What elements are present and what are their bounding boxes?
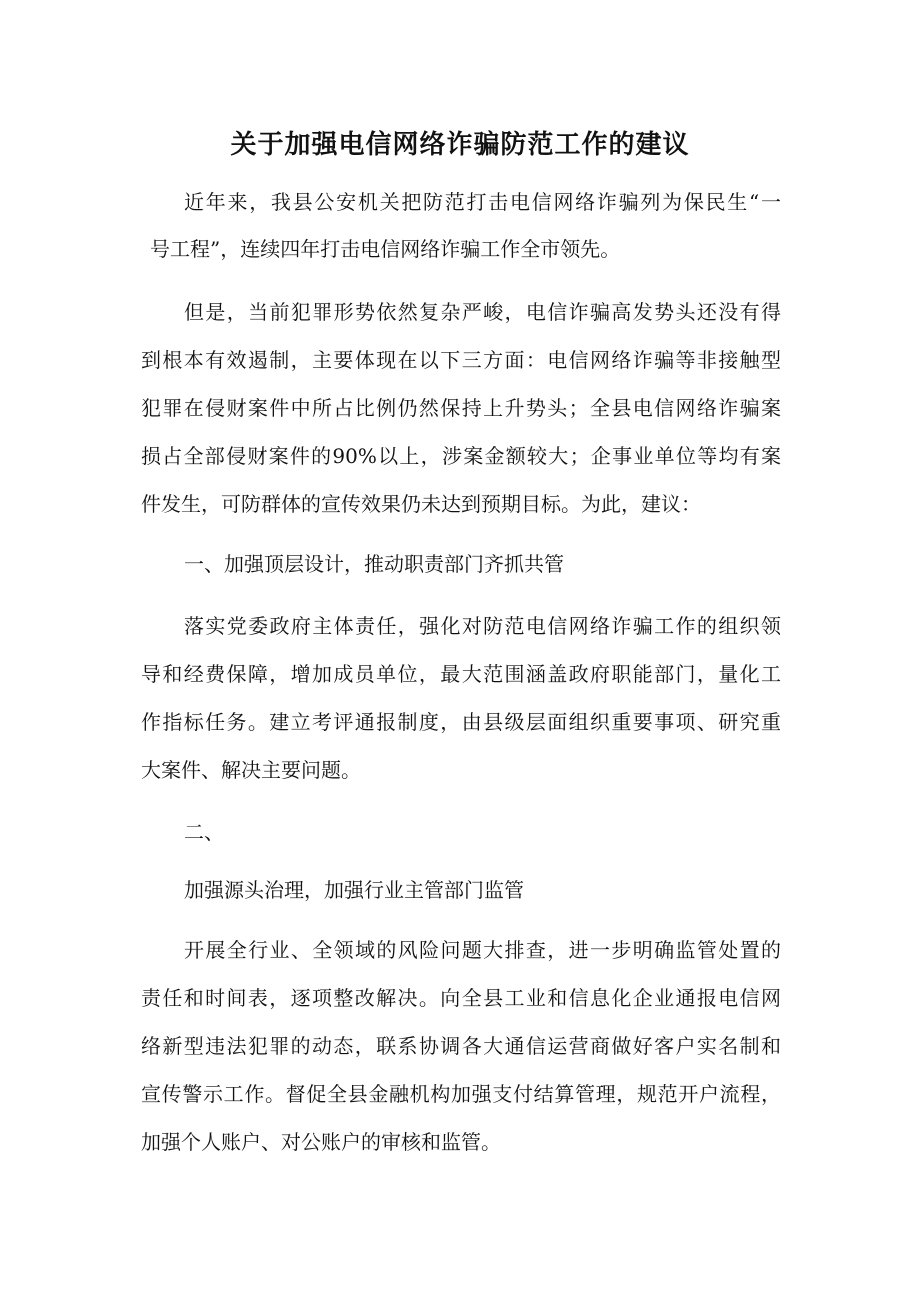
paragraph-intro-line-1: 近年来，我县公安机关把防范打击电信网络诈骗列为保民生“一 [184,190,781,214]
paragraph-section1-line-3: 作指标任务。建立考评通报制度，由县级层面组织重要事项、研究重 [141,710,781,734]
paragraph-intro-line-2: 号工程”，连续四年打击电信网络诈骗工作全市领先。 [150,237,621,261]
paragraph-section2-line-3: 络新型违法犯罪的动态，联系协调各大通信运营商做好客户实名制和 [141,1034,781,1058]
paragraph-situation-line-5: 件发生，可防群体的宣传效果仍未达到预期目标。为此，建议： [141,492,701,516]
paragraph-section2-line-5: 加强个人账户、对公账户的审核和监管。 [141,1130,501,1154]
section-heading-2: 加强源头治理，加强行业主管部门监管 [184,878,524,902]
paragraph-section2-line-4: 宣传警示工作。督促全县金融机构加强支付结算管理，规范开户流程， [141,1082,781,1106]
document-title: 关于加强电信网络诈骗防范工作的建议 [230,130,690,160]
paragraph-section2-line-2: 责任和时间表，逐项整改解决。向全县工业和信息化企业通报电信网 [141,986,781,1010]
paragraph-section1-line-2: 导和经费保障，增加成员单位，最大范围涵盖政府职能部门，量化工 [141,662,781,686]
paragraph-situation-line-4: 损占全部侵财案件的90%以上，涉案金额较大；企事业单位等均有案 [141,444,781,468]
paragraph-situation-line-2: 到根本有效遏制，主要体现在以下三方面：电信网络诈骗等非接触型 [141,348,781,372]
paragraph-situation-line-3: 犯罪在侵财案件中所占比例仍然保持上升势头；全县电信网络诈骗案 [141,396,781,420]
paragraph-situation-line-1: 但是，当前犯罪形势依然复杂严峻，电信诈骗高发势头还没有得 [184,300,781,324]
section-heading-2-number: 二、 [184,820,224,844]
paragraph-section2-line-1: 开展全行业、全领域的风险问题大排查，进一步明确监管处置的 [184,938,781,962]
paragraph-section1-line-4: 大案件、解决主要问题。 [141,758,361,782]
section-heading-1: 一、加强顶层设计，推动职责部门齐抓共管 [184,552,564,576]
paragraph-section1-line-1: 落实党委政府主体责任，强化对防范电信网络诈骗工作的组织领 [184,614,781,638]
